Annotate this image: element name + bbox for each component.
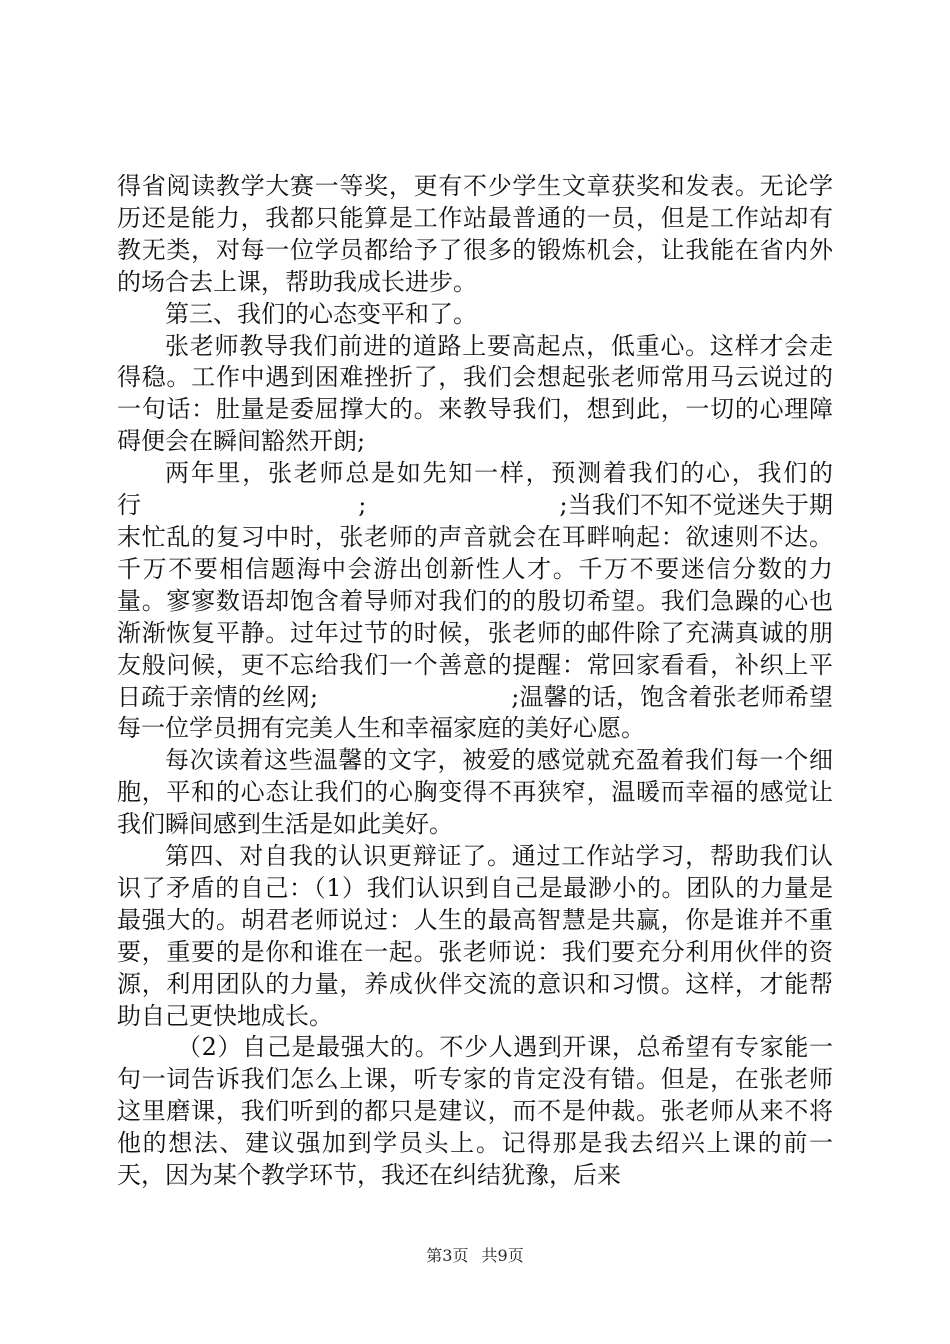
document-body: [117, 171, 833, 1192]
paragraph-7: （2）自己是最强大的。不少人遇到开课，总希望有专家能一句一词告诉我们怎么上课，听专家的肯定没有错。但是，在张老师这里磨课，我们听到的都只是建议，而不是仲裁。张老师从来不将他的想法、建议强加到学员头上。记得那是我去绍兴上课的前一天，因为某个教学环节，我还在纠结犹豫，后来: [117, 1033, 833, 1190]
paragraph-1: 得省阅读教学大赛一等奖，更有不少学生文章获奖和发表。无论学历还是能力，我都只能算是工作站最普通的一员，但是工作站却有教无类，对每一位学员都给予了很多的锻炼机会，让我能在省内外的场合去上课，帮助我成长进步。: [117, 172, 833, 296]
page-number: 第3页: [426, 1246, 469, 1265]
page-total: 共9页: [481, 1246, 524, 1265]
paragraph-4: 两年里，张老师总是如先知一样，预测着我们的心，我们的行 ; ;当我们不知不觉迷失于期末忙乱的复习中时，张老师的声音就会在耳畔响起：欲速则不达。千万不要相信题海中会游出创新性人才。千万不要迷信分数的力量。寥寥数语却饱含着导师对我们的的殷切希望。我们急躁的心也渐渐恢复平静。过年过节的时候，张老师的邮件除了充满真诚的朋友般问候，更不忘给我们一个善意的提醒：常回家看看，补织上平日疏于亲情的丝网; ;温馨的话，饱含着张老师希望每一位学员拥有完美人生和幸福家庭的美好心愿。: [117, 459, 833, 743]
paragraph-6: 第四、对自我的认识更辩证了。通过工作站学习，帮助我们认识了矛盾的自己：（1）我们认识到自己是最渺小的。团队的力量是最强大的。胡君老师说过：人生的最高智慧是共赢，你是谁并不重要，重要的是你和谁在一起。张老师说：我们要充分利用伙伴的资源，利用团队的力量，养成伙伴交流的意识和习惯。这样，才能帮助自己更快地成长。: [117, 842, 833, 1030]
paragraph-5: 每次读着这些温馨的文字，被爱的感觉就充盈着我们每一个细胞，平和的心态让我们的心胸变得不再狭窄，温暖而幸福的感觉让我们瞬间感到生活是如此美好。: [117, 746, 833, 839]
paragraph-3: 张老师教导我们前进的道路上要高起点，低重心。这样才会走得稳。工作中遇到困难挫折了，我们会想起张老师常用马云说过的一句话：肚量是委屈撑大的。来教导我们，想到此，一切的心理障碍便会在瞬间豁然开朗;: [117, 331, 833, 456]
page-footer: [0, 1246, 950, 1266]
paragraph-2: 第三、我们的心态变平和了。: [165, 299, 477, 328]
